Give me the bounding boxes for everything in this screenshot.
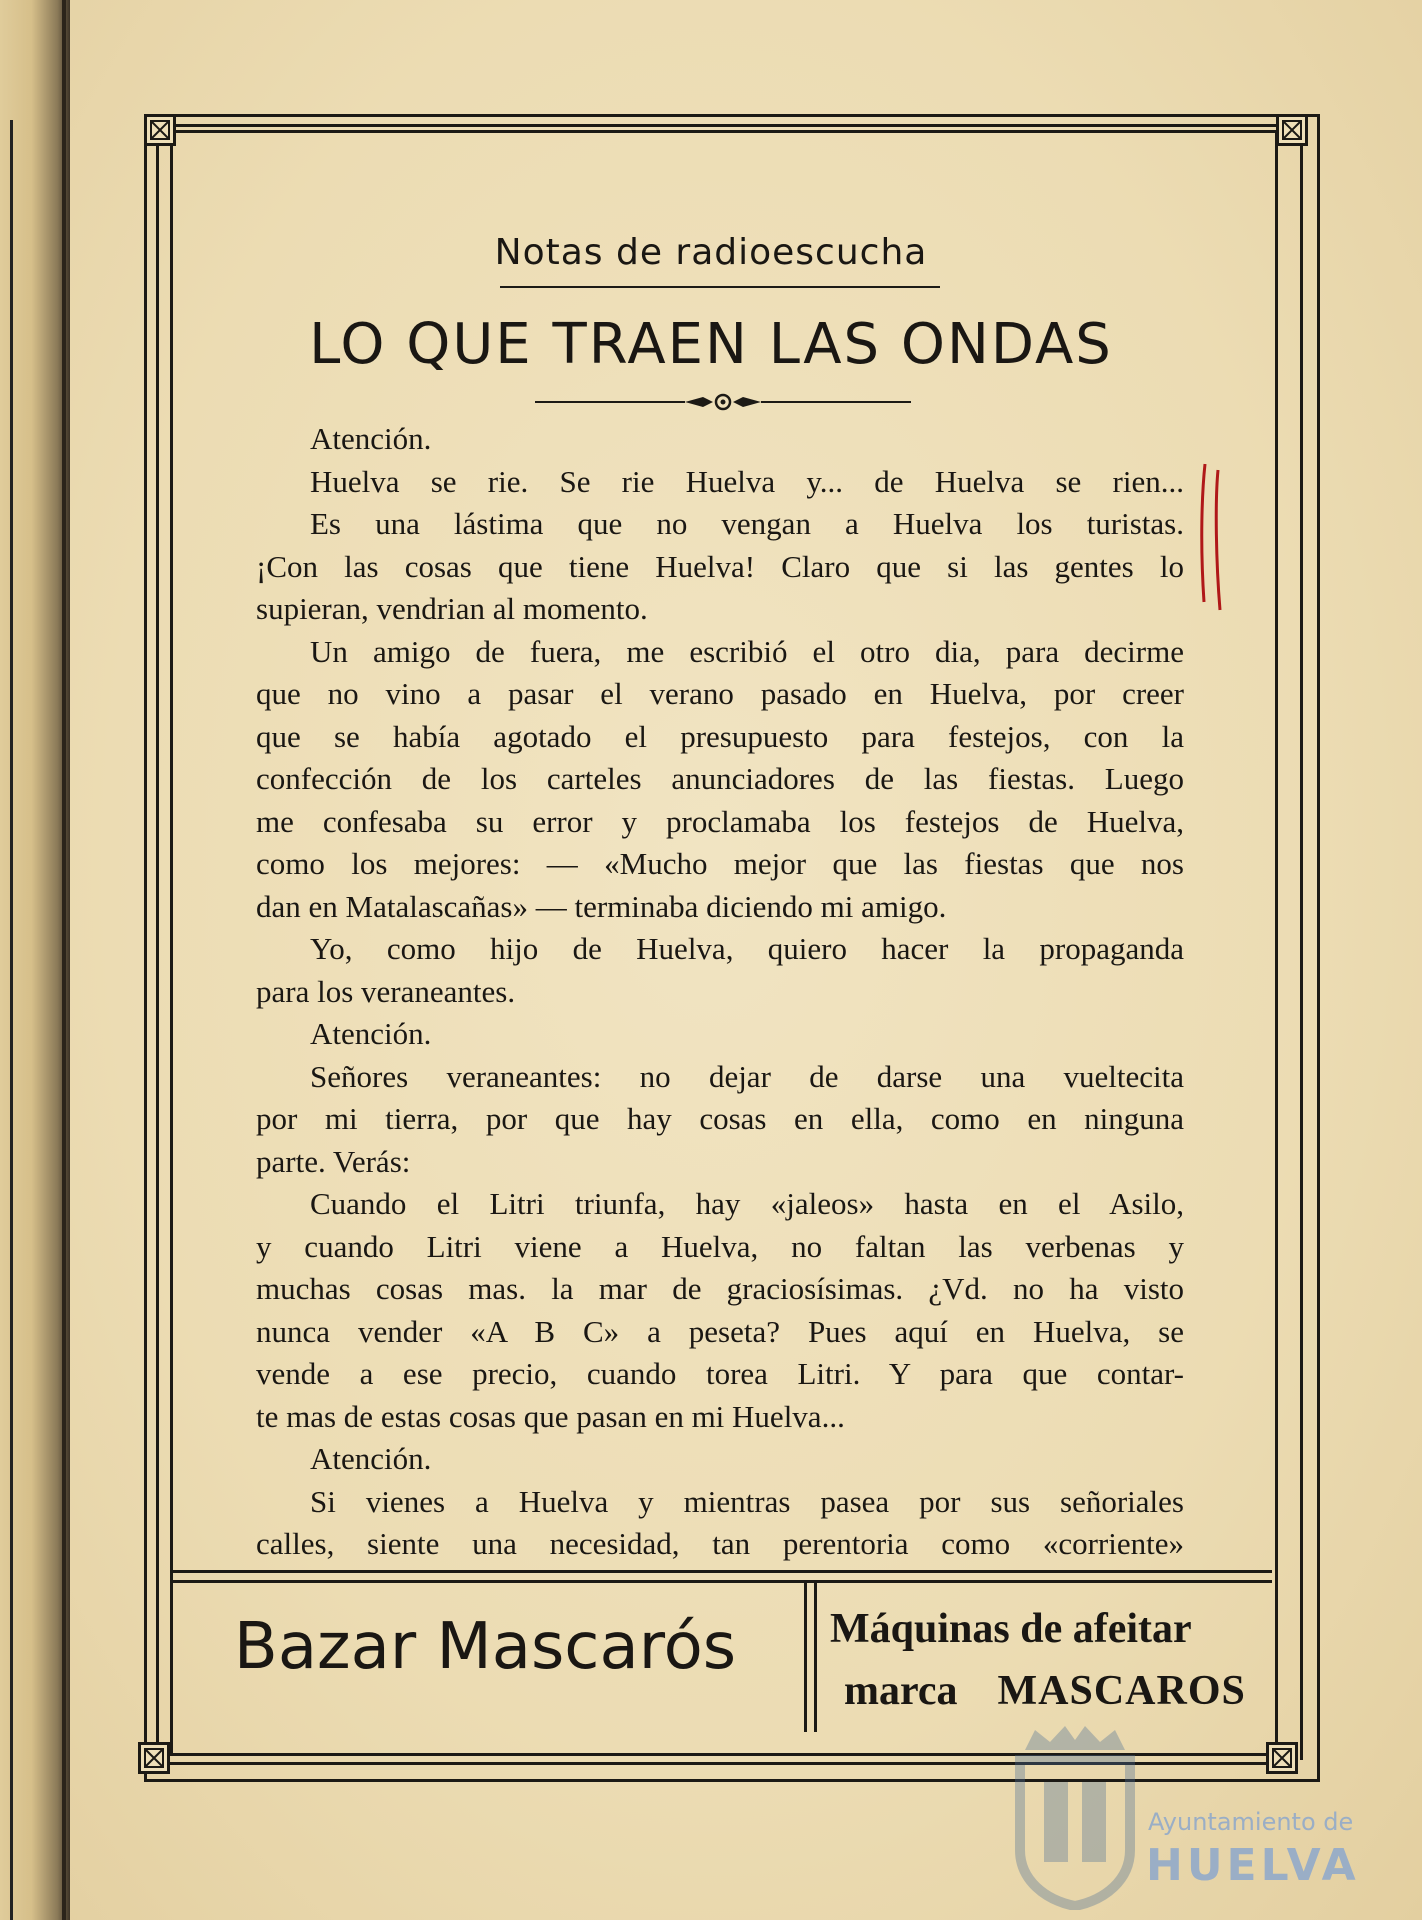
ad-razors (830, 1598, 1270, 1722)
corner-ornament-icon (144, 114, 176, 146)
article-line: te mas de estas cosas que pasan en mi Huelva... (256, 1398, 845, 1434)
article-line: vende a ese precio, cuando torea Litri. Y para que contar- (256, 1356, 1184, 1391)
ad-band-top-rule (172, 1570, 1272, 1573)
ad-band-top-rule-2 (172, 1580, 1272, 1583)
ad-divider-2 (814, 1582, 817, 1732)
kicker-underline (500, 286, 940, 288)
ad-bazar-mascaros: Bazar Mascarós (233, 1610, 737, 1684)
article-line: Es una lástima que no vengan a Huelva los turistas. (310, 506, 1184, 541)
headline-ornament-icon (535, 390, 911, 414)
article-body (256, 418, 1184, 1566)
article-line: como los mejores: — «Mucho mejor que las fiestas que nos (256, 846, 1184, 881)
ad-razors-line2 (830, 1660, 1270, 1722)
article-line: Si vienes a Huelva y mientras pasea por sus señoriales (310, 1483, 1184, 1519)
article-line: nunca vender «A B C» a peseta? Pues aquí en Huelva, se (256, 1313, 1184, 1349)
corner-ornament-icon (1266, 1742, 1298, 1774)
ad-razors-brand: MASCAROS (997, 1668, 1246, 1714)
ad-divider (804, 1582, 807, 1732)
spine-fold (62, 0, 66, 1920)
article-line: Atención. (310, 421, 432, 456)
article-line: muchas cosas mas. la mar de graciosísimas. ¿Vd. no ha visto (256, 1271, 1184, 1306)
article-headline: LO QUE TRAEN LAS ONDAS (309, 312, 1113, 377)
article-line: para los veraneantes. (256, 973, 516, 1009)
article-line: y cuando Litri viene a Huelva, no faltan las verbenas y (256, 1228, 1184, 1264)
corner-ornament-icon (138, 1742, 170, 1774)
city-crest-watermark-icon (1010, 1720, 1140, 1910)
ad-razors-line1: Máquinas de afeitar (830, 1606, 1192, 1652)
article-line: ¡Con las cosas que tiene Huelva! Claro que si las gentes lo (256, 548, 1184, 584)
article-line: Huelva se rie. Se rie Huelva y... de Huelva se rien... (310, 463, 1184, 499)
article-line: Cuando el Litri triunfa, hay «jaleos» hasta en el Asilo, (310, 1186, 1184, 1221)
article-line: dan en Matalascañas» — terminaba diciendo mi amigo. (256, 888, 947, 924)
frame-top-double-rule (162, 124, 1296, 127)
watermark-line2: HUELVA (1146, 1840, 1360, 1891)
article-line: Un amigo de fuera, me escribió el otro dia, para decirme (310, 633, 1184, 669)
article-line: me confesaba su error y proclamaba los festejos de Huelva, (256, 803, 1184, 839)
corner-ornament-icon (1276, 114, 1308, 146)
article-line: calles, siente una necesidad, tan perentoria como «corriente» (256, 1526, 1184, 1561)
article-line: confección de los carteles anunciadores de las fiestas. Luego (256, 761, 1184, 796)
article-line: Señores veraneantes: no dejar de darse una vueltecita (310, 1058, 1184, 1094)
watermark-line1: Ayuntamiento de (1148, 1808, 1354, 1836)
article-line: supieran, vendrian al momento. (256, 591, 648, 626)
margin-mark-icon (1196, 462, 1226, 612)
article-line: Atención. (310, 1016, 432, 1051)
section-kicker: Notas de radioescucha (494, 232, 928, 273)
spine-edge-line (10, 120, 13, 1920)
article-line: que se había agotado el presupuesto para festejos, con la (256, 718, 1184, 754)
ad-razors-word-marca: marca (844, 1668, 958, 1714)
article-line: Yo, como hijo de Huelva, quiero hacer la propaganda (310, 931, 1184, 966)
article-line: Atención. (310, 1441, 432, 1476)
article-line: por mi tierra, por que hay cosas en ella, como en ninguna (256, 1101, 1184, 1136)
article-line: que no vino a pasar el verano pasado en Huelva, por creer (256, 676, 1184, 711)
article-line: parte. Verás: (256, 1143, 411, 1179)
